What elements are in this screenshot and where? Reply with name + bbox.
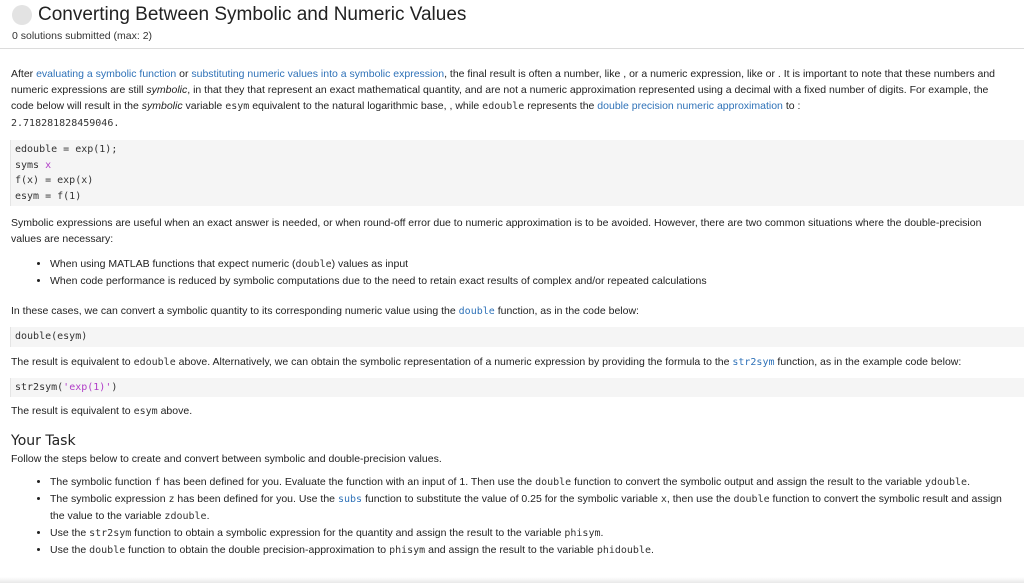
text: . <box>206 510 210 522</box>
inline-code: z <box>168 494 175 505</box>
text: , in that they that represent an exact mathematical quantity, and are not a numeric approximation represented using a decimal with a fixed number of digits. For example, the code below will result in the <box>11 84 989 112</box>
text: and assign the result to the variable <box>425 544 597 556</box>
code-line <box>15 158 1024 174</box>
inline-code: double <box>733 494 770 505</box>
link-evaluating-symbolic-function[interactable]: evaluating a symbolic function <box>36 68 177 80</box>
text: . <box>651 544 654 556</box>
task-step <box>50 491 1011 525</box>
text: to : <box>782 100 801 112</box>
problem-header <box>12 4 466 42</box>
explanation-paragraph: Symbolic expressions are useful when an exact answer is needed, or when round-off error due to numeric approximation is to be avoided. However, there are two common situations where the double-precision values are necessary: <box>11 217 982 245</box>
inline-code: str2sym <box>89 528 132 539</box>
text: The result is equivalent to <box>11 405 134 417</box>
result-paragraph <box>11 403 1011 420</box>
str2sym-paragraph <box>11 354 1011 371</box>
link-subs-function[interactable]: subs <box>337 494 363 505</box>
inline-code-value: 2.718281828459046. <box>11 118 120 129</box>
text: . <box>967 476 970 488</box>
text: has been defined for you. Evaluate the function with an input of 1. Then use the <box>160 476 536 488</box>
task-steps-list <box>11 474 1011 559</box>
code-token: ) <box>111 381 118 393</box>
code-line: esym = f(1) <box>15 190 82 202</box>
text: function to obtain the double precision-approximation to <box>125 544 390 556</box>
inline-code: double <box>535 477 572 488</box>
situations-list <box>11 256 1011 289</box>
code-block-str2sym[interactable] <box>10 378 1024 398</box>
inline-code: esym <box>225 101 250 112</box>
code-line: edouble = exp(1); <box>15 144 118 155</box>
code-line: f(x) = exp(x) <box>15 175 94 186</box>
task-heading: Your Task <box>11 433 76 449</box>
emphasis: symbolic <box>141 100 183 112</box>
text: , then use the <box>666 493 734 505</box>
double-paragraph <box>11 303 1011 320</box>
problem-description <box>11 66 1011 559</box>
inline-code: edouble <box>133 356 176 368</box>
text: function to convert the symbolic output and assign the result to the variable <box>571 476 925 488</box>
code-token-variable: x <box>45 159 52 171</box>
link-substituting-values[interactable]: substituting numeric values into a symbolic expression <box>191 68 445 80</box>
intro-paragraph <box>11 66 1011 132</box>
status-circle-icon <box>12 5 32 25</box>
inline-code: x <box>660 494 667 505</box>
header-divider <box>0 48 1024 49</box>
text: function to convert the symbolic result and assign the value to the variable <box>50 493 1002 522</box>
inline-code: esym <box>133 406 158 417</box>
inline-code: zdouble <box>164 511 207 522</box>
task-step <box>50 474 1011 491</box>
text: , the final result is often a number, like , or a numeric expression, like or . It is important to note that these numbers and numeric expressions are still <box>11 68 996 96</box>
text: The result is equivalent to <box>11 355 134 368</box>
task-step <box>50 542 1011 559</box>
list-item: • When code performance is reduced by symbolic computations due to the need to retain exact results of complex and/or repeated calculations <box>50 273 1011 289</box>
text: The symbolic function <box>50 476 155 488</box>
text: has been defined for you. Use the <box>174 493 338 505</box>
text: function, as in the example code below: <box>774 355 962 368</box>
code-block-double[interactable]: double(esym) <box>10 327 1024 347</box>
link-double-function[interactable]: double <box>458 306 495 317</box>
text: above. <box>157 405 193 417</box>
text: When using MATLAB functions that expect numeric ( <box>50 258 296 270</box>
text: The symbolic expression <box>50 493 169 505</box>
task-intro: Follow the steps below to create and convert between symbolic and double-precision values. <box>11 453 442 465</box>
inline-code: phisym <box>389 545 426 556</box>
code-token: syms <box>15 159 46 171</box>
text: . <box>600 527 604 539</box>
text: Use the <box>50 527 90 539</box>
submission-count: 0 solutions submitted (max: 2) <box>12 30 153 42</box>
code-token-string: 'exp(1)' <box>63 381 112 393</box>
inline-code: phisym <box>564 528 601 539</box>
inline-code: f <box>154 477 161 488</box>
inline-code: phidouble <box>596 545 651 556</box>
text: In these cases, we can convert a symbolic quantity to its corresponding numeric value using the <box>11 305 459 317</box>
code-token: str2sym( <box>15 381 64 393</box>
task-step <box>50 525 1011 542</box>
code-block-example[interactable] <box>10 140 1024 206</box>
text: function to obtain a symbolic expression for the quantity and assign the result to the variable <box>131 527 565 539</box>
emphasis: symbolic <box>146 84 188 96</box>
text: represents the <box>524 100 598 112</box>
inline-code: double <box>89 545 126 556</box>
text: ) values as input <box>331 258 409 270</box>
inline-code: ydouble <box>924 477 968 488</box>
text: After <box>11 68 37 80</box>
bottom-fade <box>0 577 1024 583</box>
text: function to substitute the value of 0.25 for the symbolic variable <box>362 493 661 505</box>
text: above. Alternatively, we can obtain the symbolic representation of a numeric expression by providing the formula to the <box>175 355 733 368</box>
text: equivalent to the natural logarithmic base, , while <box>249 100 483 112</box>
text: Use the <box>50 544 90 556</box>
inline-code: edouble <box>482 101 525 112</box>
link-double-precision[interactable]: double precision numeric approximation <box>597 100 783 112</box>
list-item <box>50 256 1011 273</box>
inline-code: double <box>295 259 332 270</box>
link-str2sym-function[interactable]: str2sym <box>732 356 775 368</box>
text: or <box>176 68 192 80</box>
text: function, as in the code below: <box>494 305 639 317</box>
page-title: Converting Between Symbolic and Numeric Values <box>38 4 467 25</box>
text: variable <box>182 100 226 112</box>
